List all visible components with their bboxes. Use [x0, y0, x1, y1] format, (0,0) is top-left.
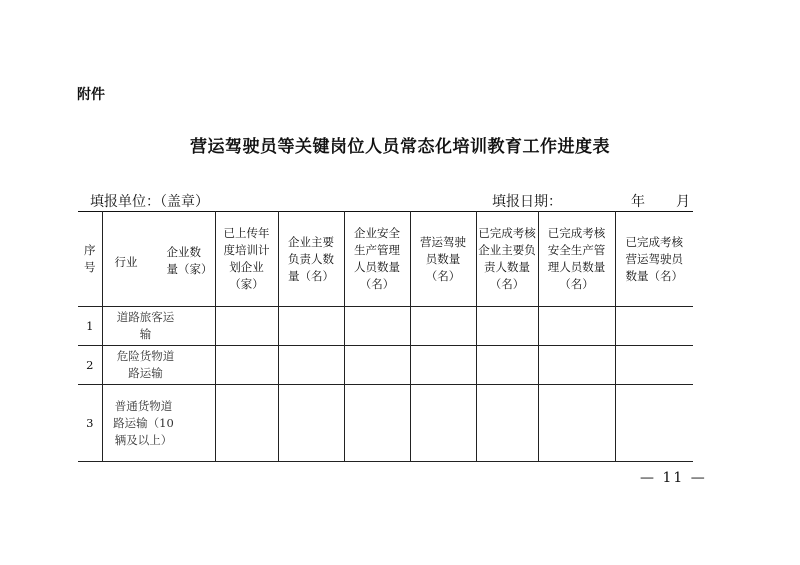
- row-number: 3: [78, 385, 102, 462]
- fill-month-label: 月: [676, 194, 690, 210]
- fill-date-label: 填报日期：: [492, 194, 562, 210]
- table-row: [78, 346, 763, 385]
- header-industry-count: [102, 212, 215, 307]
- header-seq: 序号: [78, 212, 102, 307]
- header-assessed-leaders: 已完成考核企业主要负责人数量（名）: [476, 212, 538, 307]
- cell-safety-mgmt[interactable]: [344, 346, 410, 385]
- cell-drivers[interactable]: [410, 346, 476, 385]
- row-industry: 普通货物道路运输（10辆及以上）: [102, 385, 215, 462]
- header-safety-mgmt: 企业安全生产管理人员数量（名）: [344, 212, 410, 307]
- cell-assessed-safety[interactable]: [538, 346, 615, 385]
- cell-leaders[interactable]: [278, 385, 344, 462]
- fill-unit-label: 填报单位：（盖章）: [90, 194, 209, 210]
- cell-leaders[interactable]: [278, 346, 344, 385]
- cell-assessed-leaders[interactable]: [476, 346, 538, 385]
- header-assessed-safety: 已完成考核安全生产管理人员数量（名）: [538, 212, 615, 307]
- table-row: [78, 385, 763, 462]
- cell-drivers[interactable]: [410, 385, 476, 462]
- page-title: 营运驾驶员等关键岗位人员常态化培训教育工作进度表: [190, 137, 610, 157]
- table-header-row: [78, 212, 763, 307]
- row-number: 2: [78, 346, 102, 385]
- row-industry: 危险货物道路运输: [102, 346, 215, 385]
- cell-safety-mgmt[interactable]: [344, 385, 410, 462]
- header-drivers: 营运驾驶员数量（名）: [410, 212, 476, 307]
- cell-leaders[interactable]: [278, 307, 344, 346]
- cell-assessed-safety[interactable]: [538, 307, 615, 346]
- attachment-label: 附件: [77, 87, 105, 103]
- cell-assessed-safety[interactable]: [538, 385, 615, 462]
- cell-assessed-leaders[interactable]: [476, 385, 538, 462]
- cell-assessed-drivers[interactable]: [615, 307, 693, 346]
- cell-uploaded-plan[interactable]: [215, 307, 278, 346]
- header-industry: 行业: [114, 255, 138, 269]
- header-assessed-drivers: 已完成考核营运驾驶员数量（名）: [615, 212, 693, 307]
- cell-drivers[interactable]: [410, 307, 476, 346]
- progress-table: [78, 211, 763, 462]
- table-row: [78, 307, 763, 346]
- fill-year-label: 年: [631, 194, 645, 210]
- header-company-count: 企业数量（家）: [166, 245, 213, 276]
- cell-safety-mgmt[interactable]: [344, 307, 410, 346]
- row-industry: 道路旅客运输: [102, 307, 215, 346]
- header-uploaded-plan: 已上传年度培训计划企业（家）: [215, 212, 278, 307]
- cell-assessed-leaders[interactable]: [476, 307, 538, 346]
- cell-uploaded-plan[interactable]: [215, 346, 278, 385]
- cell-assessed-drivers[interactable]: [615, 346, 693, 385]
- header-leaders: 企业主要负责人数量（名）: [278, 212, 344, 307]
- cell-assessed-drivers[interactable]: [615, 385, 693, 462]
- row-number: 1: [78, 307, 102, 346]
- page-number: — 11 —: [640, 470, 707, 486]
- cell-uploaded-plan[interactable]: [215, 385, 278, 462]
